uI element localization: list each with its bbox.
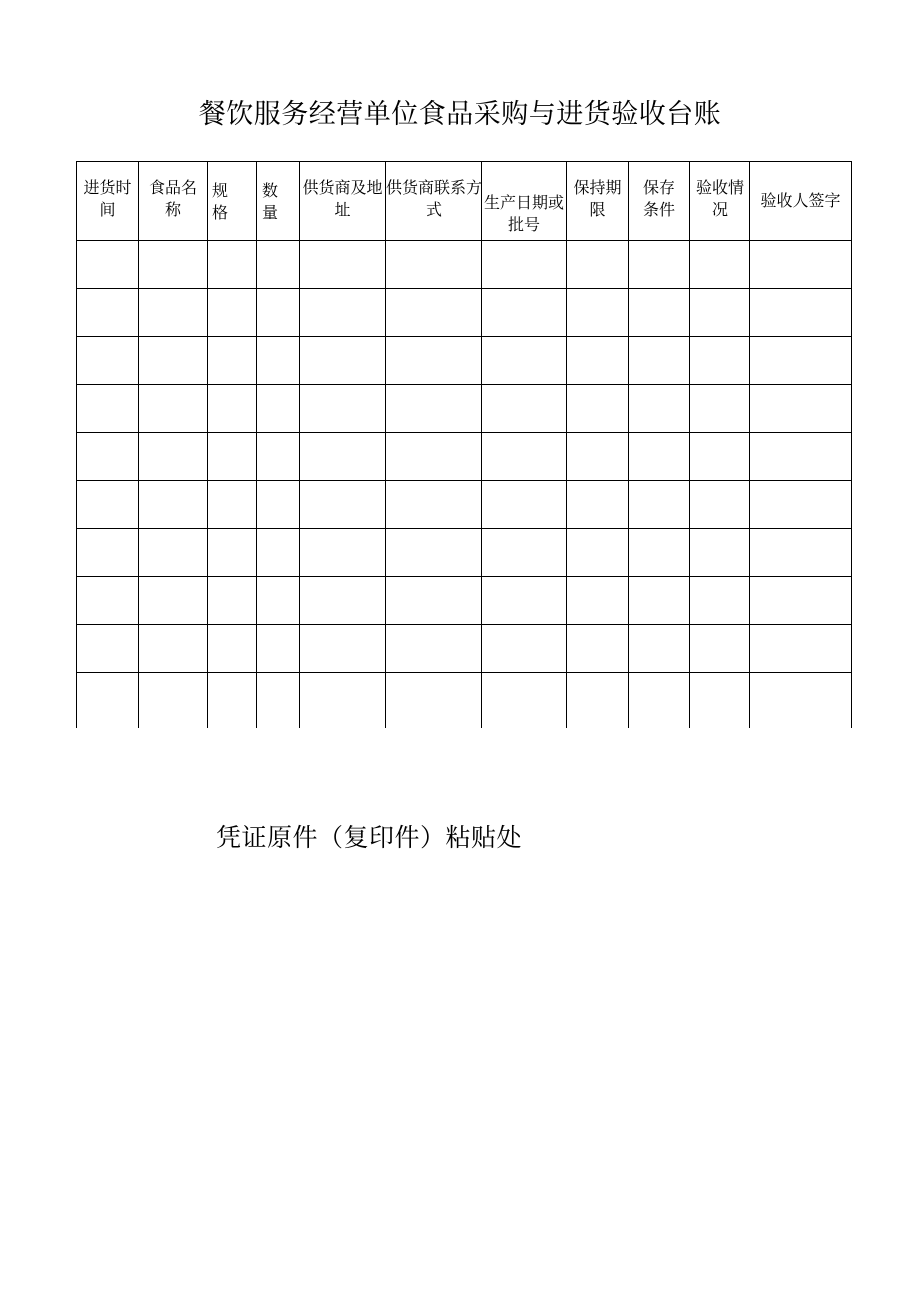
table-cell[interactable] bbox=[629, 337, 690, 385]
table-cell[interactable] bbox=[567, 433, 629, 481]
table-cell[interactable] bbox=[482, 385, 567, 433]
table-cell[interactable] bbox=[257, 289, 300, 337]
table-cell[interactable] bbox=[77, 625, 139, 673]
table-cell[interactable] bbox=[567, 481, 629, 529]
table-row bbox=[77, 529, 852, 577]
table-cell[interactable] bbox=[300, 433, 386, 481]
table-cell[interactable] bbox=[77, 673, 139, 729]
table-cell[interactable] bbox=[690, 289, 750, 337]
table-row bbox=[77, 481, 852, 529]
table-cell[interactable] bbox=[208, 385, 257, 433]
table-cell[interactable] bbox=[208, 577, 257, 625]
table-cell[interactable] bbox=[567, 289, 629, 337]
table-cell[interactable] bbox=[482, 481, 567, 529]
table-row bbox=[77, 385, 852, 433]
document-title: 餐饮服务经营单位食品采购与进货验收台账 bbox=[198, 99, 722, 130]
table-cell[interactable] bbox=[257, 625, 300, 673]
table-cell[interactable] bbox=[300, 625, 386, 673]
table-cell[interactable] bbox=[386, 625, 482, 673]
table-cell[interactable] bbox=[690, 529, 750, 577]
table-row bbox=[77, 673, 852, 729]
table-row bbox=[77, 433, 852, 481]
table-cell[interactable] bbox=[690, 337, 750, 385]
table-row bbox=[77, 625, 852, 673]
table-cell[interactable] bbox=[386, 241, 482, 289]
table-cell[interactable] bbox=[300, 385, 386, 433]
table-cell[interactable] bbox=[257, 577, 300, 625]
table-cell[interactable] bbox=[77, 241, 139, 289]
table-cell[interactable] bbox=[482, 625, 567, 673]
table-row bbox=[77, 337, 852, 385]
table-cell[interactable] bbox=[257, 385, 300, 433]
table-row bbox=[77, 241, 852, 289]
table-cell[interactable] bbox=[567, 241, 629, 289]
table-cell[interactable] bbox=[750, 289, 852, 337]
table-cell[interactable] bbox=[77, 481, 139, 529]
column-header-food-name: 食品名称 bbox=[139, 162, 208, 241]
table-cell[interactable] bbox=[257, 433, 300, 481]
table-cell[interactable] bbox=[482, 337, 567, 385]
table-cell[interactable] bbox=[750, 625, 852, 673]
column-header-purchase-time: 进货时间 bbox=[77, 162, 139, 241]
table-cell[interactable] bbox=[629, 529, 690, 577]
table-cell[interactable] bbox=[629, 577, 690, 625]
table-cell[interactable] bbox=[629, 433, 690, 481]
table-cell[interactable] bbox=[750, 481, 852, 529]
table-cell[interactable] bbox=[629, 385, 690, 433]
table-cell[interactable] bbox=[300, 337, 386, 385]
table-cell[interactable] bbox=[139, 529, 208, 577]
voucher-paste-area-label: 凭证原件（复印件）粘贴处 bbox=[216, 823, 523, 852]
table-cell[interactable] bbox=[139, 481, 208, 529]
table-cell[interactable] bbox=[750, 385, 852, 433]
table-row bbox=[77, 577, 852, 625]
table-row bbox=[77, 289, 852, 337]
table-cell[interactable] bbox=[139, 625, 208, 673]
purchase-ledger-table bbox=[76, 161, 852, 728]
table-cell[interactable] bbox=[386, 481, 482, 529]
table-cell[interactable] bbox=[139, 433, 208, 481]
table-cell[interactable] bbox=[208, 241, 257, 289]
table-cell[interactable] bbox=[750, 241, 852, 289]
table-cell[interactable] bbox=[690, 481, 750, 529]
table-cell[interactable] bbox=[77, 337, 139, 385]
table-cell[interactable] bbox=[300, 241, 386, 289]
table-cell[interactable] bbox=[482, 289, 567, 337]
table-cell[interactable] bbox=[257, 481, 300, 529]
table-cell[interactable] bbox=[629, 289, 690, 337]
table-cell[interactable] bbox=[629, 481, 690, 529]
table-cell[interactable] bbox=[629, 241, 690, 289]
table-cell[interactable] bbox=[300, 289, 386, 337]
table-cell[interactable] bbox=[208, 337, 257, 385]
table-cell[interactable] bbox=[257, 673, 300, 729]
table-cell[interactable] bbox=[690, 673, 750, 729]
table-cell[interactable] bbox=[482, 673, 567, 729]
table-cell[interactable] bbox=[386, 385, 482, 433]
column-header-production-date-batch: 生产日期或批号 bbox=[482, 162, 567, 241]
table-cell[interactable] bbox=[482, 241, 567, 289]
column-header-inspector-signature: 验收人签字 bbox=[750, 162, 852, 241]
table-cell[interactable] bbox=[257, 529, 300, 577]
table-cell[interactable] bbox=[482, 433, 567, 481]
table-cell[interactable] bbox=[77, 433, 139, 481]
column-header-quantity: 数量 bbox=[257, 162, 300, 241]
table-cell[interactable] bbox=[300, 673, 386, 729]
table-cell[interactable] bbox=[139, 385, 208, 433]
table-cell[interactable] bbox=[77, 385, 139, 433]
table-cell[interactable] bbox=[77, 529, 139, 577]
table-cell[interactable] bbox=[567, 529, 629, 577]
table-cell[interactable] bbox=[139, 289, 208, 337]
column-header-specification: 规格 bbox=[208, 162, 257, 241]
table-cell[interactable] bbox=[257, 241, 300, 289]
table-cell[interactable] bbox=[208, 625, 257, 673]
table-cell[interactable] bbox=[567, 385, 629, 433]
table-cell[interactable] bbox=[139, 337, 208, 385]
table-cell[interactable] bbox=[139, 241, 208, 289]
table-cell[interactable] bbox=[139, 577, 208, 625]
table-cell[interactable] bbox=[690, 433, 750, 481]
table-cell[interactable] bbox=[690, 577, 750, 625]
table-cell[interactable] bbox=[482, 529, 567, 577]
table-cell[interactable] bbox=[567, 625, 629, 673]
table-cell[interactable] bbox=[690, 385, 750, 433]
table-cell[interactable] bbox=[386, 433, 482, 481]
table-cell[interactable] bbox=[208, 481, 257, 529]
table-cell[interactable] bbox=[386, 337, 482, 385]
column-header-storage-conditions: 保存条件 bbox=[629, 162, 690, 241]
table-cell[interactable] bbox=[208, 289, 257, 337]
table-cell[interactable] bbox=[750, 433, 852, 481]
table-cell[interactable] bbox=[629, 625, 690, 673]
table-cell[interactable] bbox=[208, 673, 257, 729]
table-cell[interactable] bbox=[77, 289, 139, 337]
table-cell[interactable] bbox=[386, 289, 482, 337]
table-cell[interactable] bbox=[567, 673, 629, 729]
table-cell[interactable] bbox=[300, 529, 386, 577]
table-cell[interactable] bbox=[300, 577, 386, 625]
table-cell[interactable] bbox=[386, 577, 482, 625]
table-cell[interactable] bbox=[750, 337, 852, 385]
table-cell[interactable] bbox=[690, 241, 750, 289]
table-cell[interactable] bbox=[629, 673, 690, 729]
table-header-row bbox=[77, 162, 852, 241]
table-cell[interactable] bbox=[208, 433, 257, 481]
column-header-supplier-contact: 供货商联系方式 bbox=[386, 162, 482, 241]
table-cell[interactable] bbox=[257, 337, 300, 385]
table-cell[interactable] bbox=[77, 577, 139, 625]
table-cell[interactable] bbox=[208, 529, 257, 577]
table-cell[interactable] bbox=[386, 529, 482, 577]
table-cell[interactable] bbox=[139, 673, 208, 729]
table-cell[interactable] bbox=[690, 625, 750, 673]
table-cell[interactable] bbox=[567, 577, 629, 625]
table-cell[interactable] bbox=[386, 673, 482, 729]
table-cell[interactable] bbox=[750, 673, 852, 729]
table-cell[interactable] bbox=[567, 337, 629, 385]
table-cell[interactable] bbox=[750, 577, 852, 625]
column-header-inspection-status: 验收情况 bbox=[690, 162, 750, 241]
table-cell[interactable] bbox=[482, 577, 567, 625]
table-cell[interactable] bbox=[300, 481, 386, 529]
column-header-supplier-address: 供货商及地址 bbox=[300, 162, 386, 241]
column-header-shelf-life: 保持期限 bbox=[567, 162, 629, 241]
table-cell[interactable] bbox=[750, 529, 852, 577]
